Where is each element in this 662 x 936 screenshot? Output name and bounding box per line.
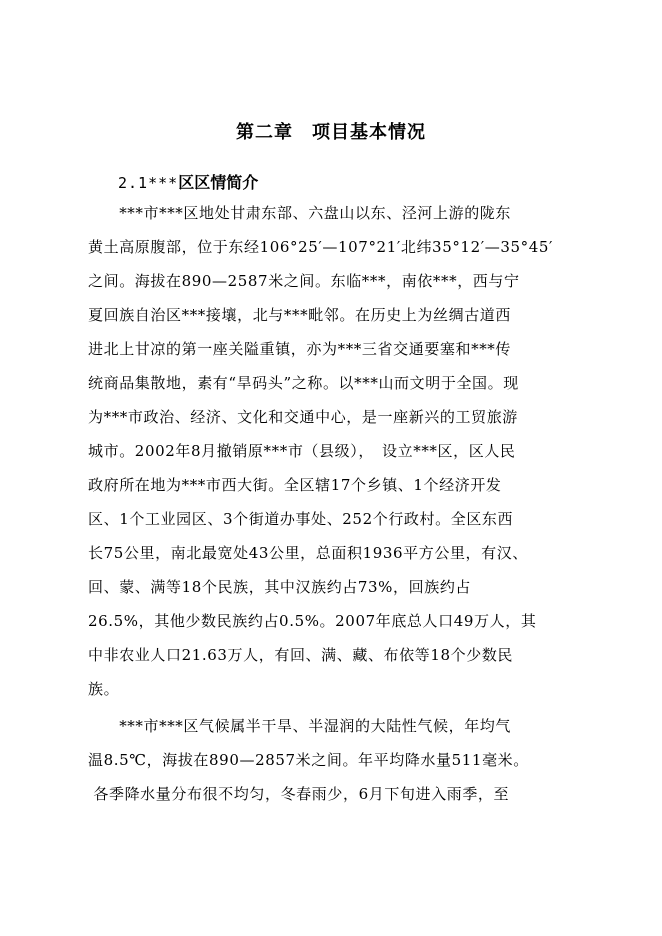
section-heading (118, 170, 258, 193)
paragraph-line: 之间。海拔在890—2587米之间。东临***，南依***，西与宁 (88, 272, 520, 290)
paragraph-line: 政府所在地为***市西大街。全区辖17个乡镇、1个经济开发 (88, 476, 502, 494)
paragraph-line: 中非农业人口21.63万人，有回、满、藏、布依等18个少数民 (88, 646, 514, 664)
paragraph-line: 长75公里，南北最宽处43公里，总面积1936平方公里，有汉、 (88, 544, 528, 562)
chapter-title: 第二章 项目基本情况 (236, 122, 426, 143)
paragraph-line: ***市***区气候属半干旱、半湿润的大陆性气候，年均气 (88, 717, 512, 735)
paragraph-line: 黄土高原腹部，位于东经106°25′—107°21′北纬35°12′—35°45′ (88, 238, 554, 256)
paragraph-line: ***市***区地处甘肃东部、六盘山以东、泾河上游的陇东 (88, 204, 512, 222)
paragraph-line: 各季降水量分布很不均匀，冬春雨少，6月下旬进入雨季，至 (88, 785, 510, 803)
paragraph-line: 进北上甘凉的第一座关隘重镇，亦为***三省交通要塞和***传 (88, 340, 512, 358)
paragraph-line: 回、蒙、满等18个民族，其中汉族约占73%，回族约占 (88, 578, 472, 596)
paragraph-line: 城市。2002年8月撤销原***市（县级）， 设立***区，区人民 (88, 442, 516, 460)
paragraph-line: 区、1个工业园区、3个街道办事处、252个行政村。全区东西 (88, 510, 514, 528)
paragraph-line: 为***市政治、经济、文化和交通中心，是一座新兴的工贸旅游 (88, 408, 518, 426)
paragraph-line: 26.5%，其他少数民族约占0.5%。2007年底总人口49万人，其 (88, 612, 537, 630)
section-number: 2.1*** (118, 174, 179, 192)
paragraph-line: 温8.5℃，海拔在890—2857米之间。年平均降水量511毫米。 (88, 751, 529, 769)
paragraph-line: 统商品集散地，素有“旱码头”之称。以***山而文明于全国。现 (88, 374, 519, 392)
paragraph-line: 族。 (88, 680, 120, 698)
section-title: 区区情简介 (178, 173, 259, 192)
paragraph-line: 夏回族自治区***接壤，北与***毗邻。在历史上为丝绸古道西 (88, 306, 512, 324)
